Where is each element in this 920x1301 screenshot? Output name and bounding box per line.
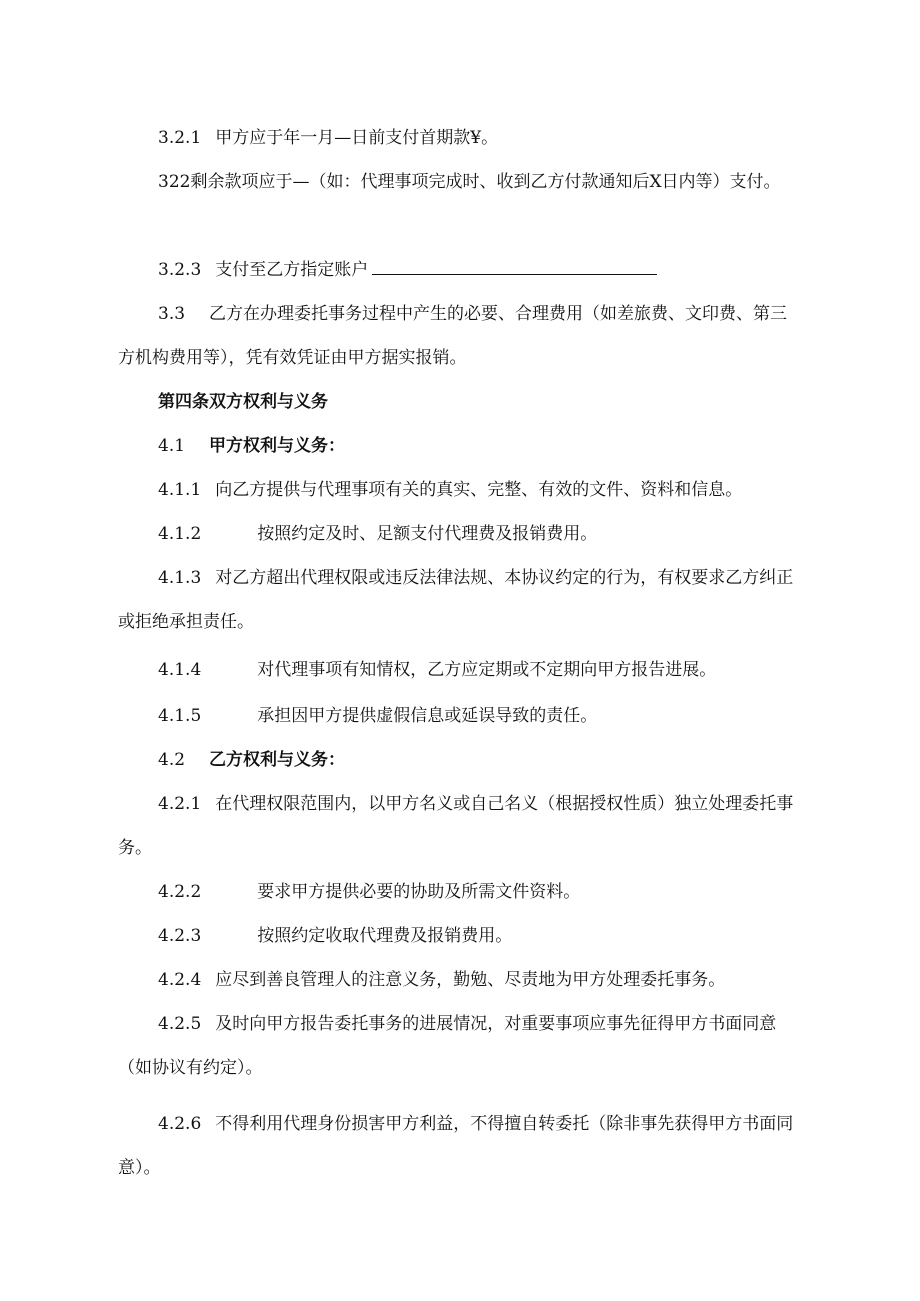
clause-number: 4.1.4 (158, 660, 202, 680)
clause-number: 4.2.2 (158, 882, 202, 902)
clause-4-2-6 (118, 1102, 804, 1190)
clause-number: 4.2.1 (158, 794, 202, 814)
clause-3-2-2 (118, 160, 804, 204)
clause-text: 承担因甲方提供虚假信息或延误导致的责任。 (257, 706, 598, 726)
clause-text: 要求甲方提供必要的协助及所需文件资料。 (257, 882, 581, 902)
clause-number: 4.2.3 (158, 926, 202, 946)
clause-text: 应尽到善良管理人的注意义务，勤勉、尽责地为甲方处理委托事务。 (215, 970, 726, 990)
clause-4-1-1 (118, 468, 804, 512)
clause-text: 乙方权利与义务： (209, 750, 346, 770)
clause-3-2-1 (118, 116, 804, 160)
clause-4-1-3 (118, 556, 804, 644)
clause-3-2-3 (118, 248, 804, 292)
clause-text: 甲方应于年一月—日前支付首期款¥。 (215, 128, 499, 148)
clause-text: 对代理事项有知情权，乙方应定期或不定期向甲方报告进展。 (257, 660, 717, 680)
clause-text: 乙方在办理委托事务过程中产生的必要、合理费用（如差旅费、文印费、第三方机构费用等），凭有效凭证由甲方据实报销。 (118, 304, 788, 368)
clause-number: 4.2.6 (158, 1114, 202, 1134)
blank-account-line (372, 260, 657, 275)
clause-4-2-2 (118, 870, 804, 914)
clause-number: 4.2.4 (158, 970, 202, 990)
clause-number: 4.2 (158, 750, 186, 770)
clause-number: 4.2.5 (158, 1014, 202, 1034)
clause-text: 按照约定及时、足额支付代理费及报销费用。 (257, 524, 598, 544)
clause-text: 按照约定收取代理费及报销费用。 (257, 926, 513, 946)
clause-4-2-1 (118, 782, 804, 870)
clause-number: 3.3 (158, 304, 186, 324)
clause-text: 在代理权限范围内，以甲方名义或自己名义（根据授权性质）独立处理委托事务。 (118, 794, 794, 858)
clause-number: 3.2.1 (158, 128, 202, 148)
clause-4-2-3 (118, 914, 804, 958)
clause-text: 不得利用代理身份损害甲方利益，不得擅自转委托（除非事先获得甲方书面同意）。 (118, 1114, 794, 1178)
clause-4-2 (118, 738, 804, 782)
clause-number: 4.1 (158, 436, 186, 456)
clause-3-3 (118, 292, 804, 380)
clause-number: 4.1.3 (158, 568, 202, 588)
clause-text: 对乙方超出代理权限或违反法律法规、本协议约定的行为，有权要求乙方纠正或拒绝承担责任。 (118, 568, 794, 632)
clause-number: 4.1.5 (158, 706, 202, 726)
clause-4-1-2 (118, 512, 804, 556)
clause-4-1-4 (118, 648, 804, 692)
clause-text: 向乙方提供与代理事项有关的真实、完整、有效的文件、资料和信息。 (215, 480, 743, 500)
clause-4-1-5 (118, 694, 804, 738)
clause-text: 支付至乙方指定账户 (215, 260, 369, 280)
clause-text: 及时向甲方报告委托事务的进展情况，对重要事项应事先征得甲方书面同意（如协议有约定）。 (118, 1014, 777, 1078)
clause-number: 4.1.1 (158, 480, 202, 500)
clause-text: 甲方权利与义务： (209, 436, 346, 456)
clause-text: 322剩余款项应于—（如：代理事项完成时、收到乙方付款通知后X日内等）支付。 (158, 172, 781, 192)
clause-4-2-4 (118, 958, 804, 1002)
article-title: 第四条双方权利与义务 (158, 392, 328, 412)
clause-number: 4.1.2 (158, 524, 202, 544)
article-4-heading (118, 380, 804, 424)
clause-4-1 (118, 424, 804, 468)
clause-number: 3.2.3 (158, 260, 202, 280)
clause-4-2-5 (118, 1002, 804, 1090)
